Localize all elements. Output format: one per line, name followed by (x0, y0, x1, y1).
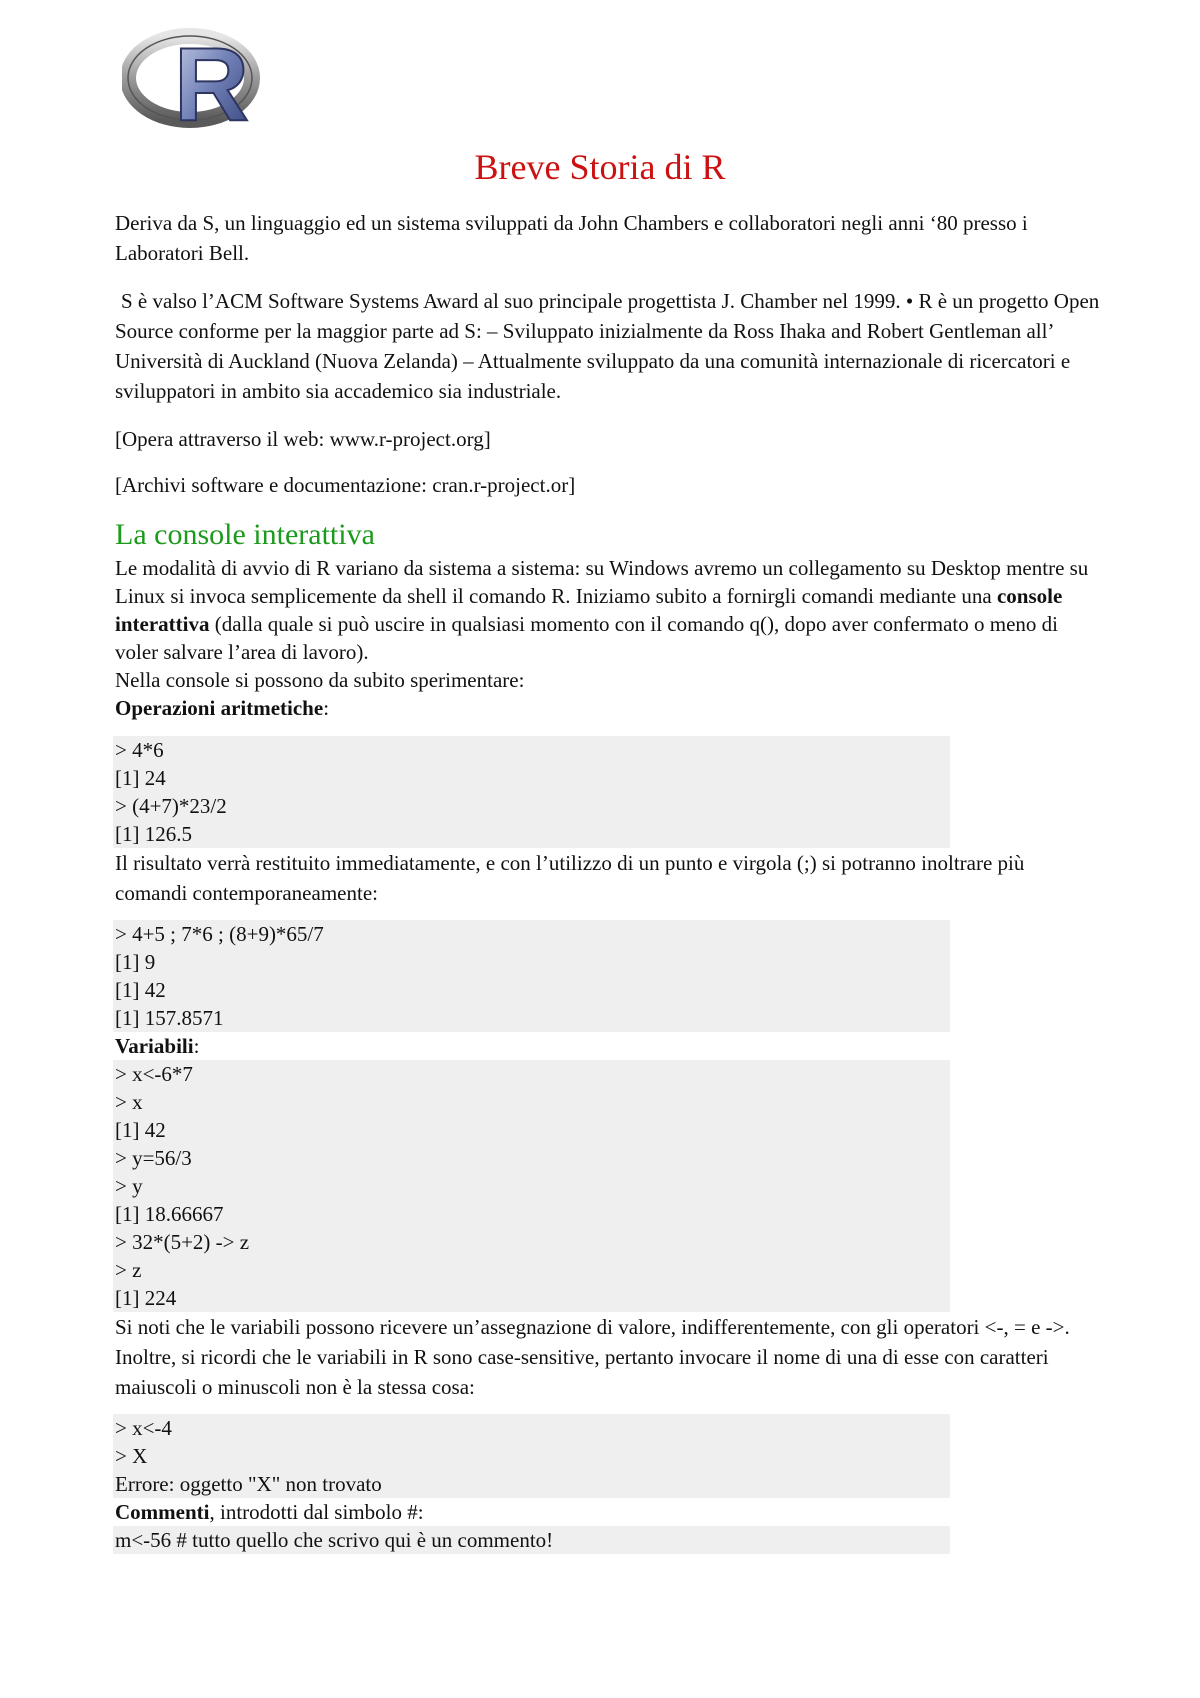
code-line: > 32*(5+2) -> z (115, 1230, 250, 1254)
history-paragraph-2: S è valso l’ACM Software Systems Award al suo principale progettista J. Chamber nel 1999. • R è un progetto Open Source conforme per la maggior parte ad S: – Sviluppato inizialmente da Ross Ihaka and Robert Gentleman all’ Università di Auckland (Nuova Zelanda) – Attualmente sviluppato da una comunità internazionale di ricercatori e sviluppatori in ambito sia accademico sia industriale. (115, 289, 1100, 403)
history-paragraph-1: Deriva da S, un linguaggio ed un sistema sviluppati da John Chambers e collaboratori negli anni ‘80 presso i Laboratori Bell. (115, 211, 1028, 265)
code-line: > 4+5 ; 7*6 ; (8+9)*65/7 (115, 922, 324, 946)
r-logo (122, 20, 272, 140)
code-block-4 (113, 1414, 950, 1498)
code-line: [1] 9 (115, 950, 156, 974)
code-line: > z (115, 1258, 142, 1282)
code-line: [1] 42 (115, 1118, 166, 1142)
comments-label: Commenti (115, 1500, 210, 1524)
code-line: > x (115, 1090, 143, 1114)
code-line: > x<-4 (115, 1416, 172, 1440)
page-title: Breve Storia di R (474, 147, 726, 187)
code-line: m<-56 # tutto quello che scrivo qui è un commento! (115, 1528, 554, 1552)
console-intro-text-1: Le modalità di avvio di R variano da sistema a sistema: su Windows avremo un collegamento su Desktop mentre su Linux si invoca semplicemente da shell il comando R. Iniziamo subito a fornirgli comandi mediante una (115, 556, 1089, 608)
history-paragraph-4: [Archivi software e documentazione: cran.r-project.or] (115, 473, 576, 497)
code-line: > x<-6*7 (115, 1062, 193, 1086)
r-logo-letter: R (174, 27, 250, 140)
code-line: > X (115, 1444, 148, 1468)
code-line: Errore: oggetto "X" non trovato (115, 1472, 382, 1496)
arith-label: Operazioni aritmetiche (115, 696, 324, 720)
console-intro (115, 554, 1100, 666)
console-section (115, 554, 1100, 1554)
code-line: > y=56/3 (115, 1146, 192, 1170)
code-line: > (4+7)*23/2 (115, 794, 227, 818)
console-intro-3: Nella console si possono da subito sperimentare: (115, 668, 525, 692)
history-paragraph-3: [Opera attraverso il web: www.r-project.org] (115, 427, 491, 451)
code-block-1 (113, 736, 950, 848)
code-line: [1] 126.5 (115, 822, 192, 846)
vars-label: Variabili (115, 1034, 194, 1058)
code-block-2 (113, 920, 950, 1032)
code-line: [1] 18.66667 (115, 1202, 224, 1226)
code-line: [1] 42 (115, 978, 166, 1002)
code-line: [1] 224 (115, 1286, 177, 1310)
section-heading-console: La console interattiva (115, 518, 375, 551)
arith-colon: : (323, 696, 330, 720)
comments-rest: , introdotti dal simbolo #: (209, 1500, 424, 1524)
code-line: [1] 24 (115, 766, 166, 790)
arith-label-line (115, 694, 1100, 722)
code-line: [1] 157.8571 (115, 1006, 224, 1030)
after-code3-text: Si noti che le variabili possono ricevere un’assegnazione di valore, indifferentemente, con gli operatori <-, = e ->. Inoltre, si ricordi che le variabili in R sono case-sensitive, pertanto invocare il nome di una di esse con caratteri maiuscoli o minuscoli non è la stessa cosa: (115, 1315, 1070, 1399)
console-intro-bold: console interattiva (115, 584, 1063, 636)
code-block-3 (113, 1060, 950, 1312)
comments-label-line (115, 1498, 1100, 1526)
code-line: > y (115, 1174, 143, 1198)
console-intro-text-2: (dalla quale si può uscire in qualsiasi momento con il comando q(), dopo aver confermato o meno di voler salvare l’area di lavoro). (115, 612, 1059, 664)
vars-colon: : (193, 1034, 200, 1058)
code-line: > 4*6 (115, 738, 164, 762)
code-block-5 (113, 1526, 950, 1554)
after-code1-text: Il risultato verrà restituito immediatamente, e con l’utilizzo di un punto e virgola (;) si potranno inoltrare più comandi contemporaneamente: (115, 851, 1025, 905)
vars-label-line (115, 1032, 1100, 1060)
